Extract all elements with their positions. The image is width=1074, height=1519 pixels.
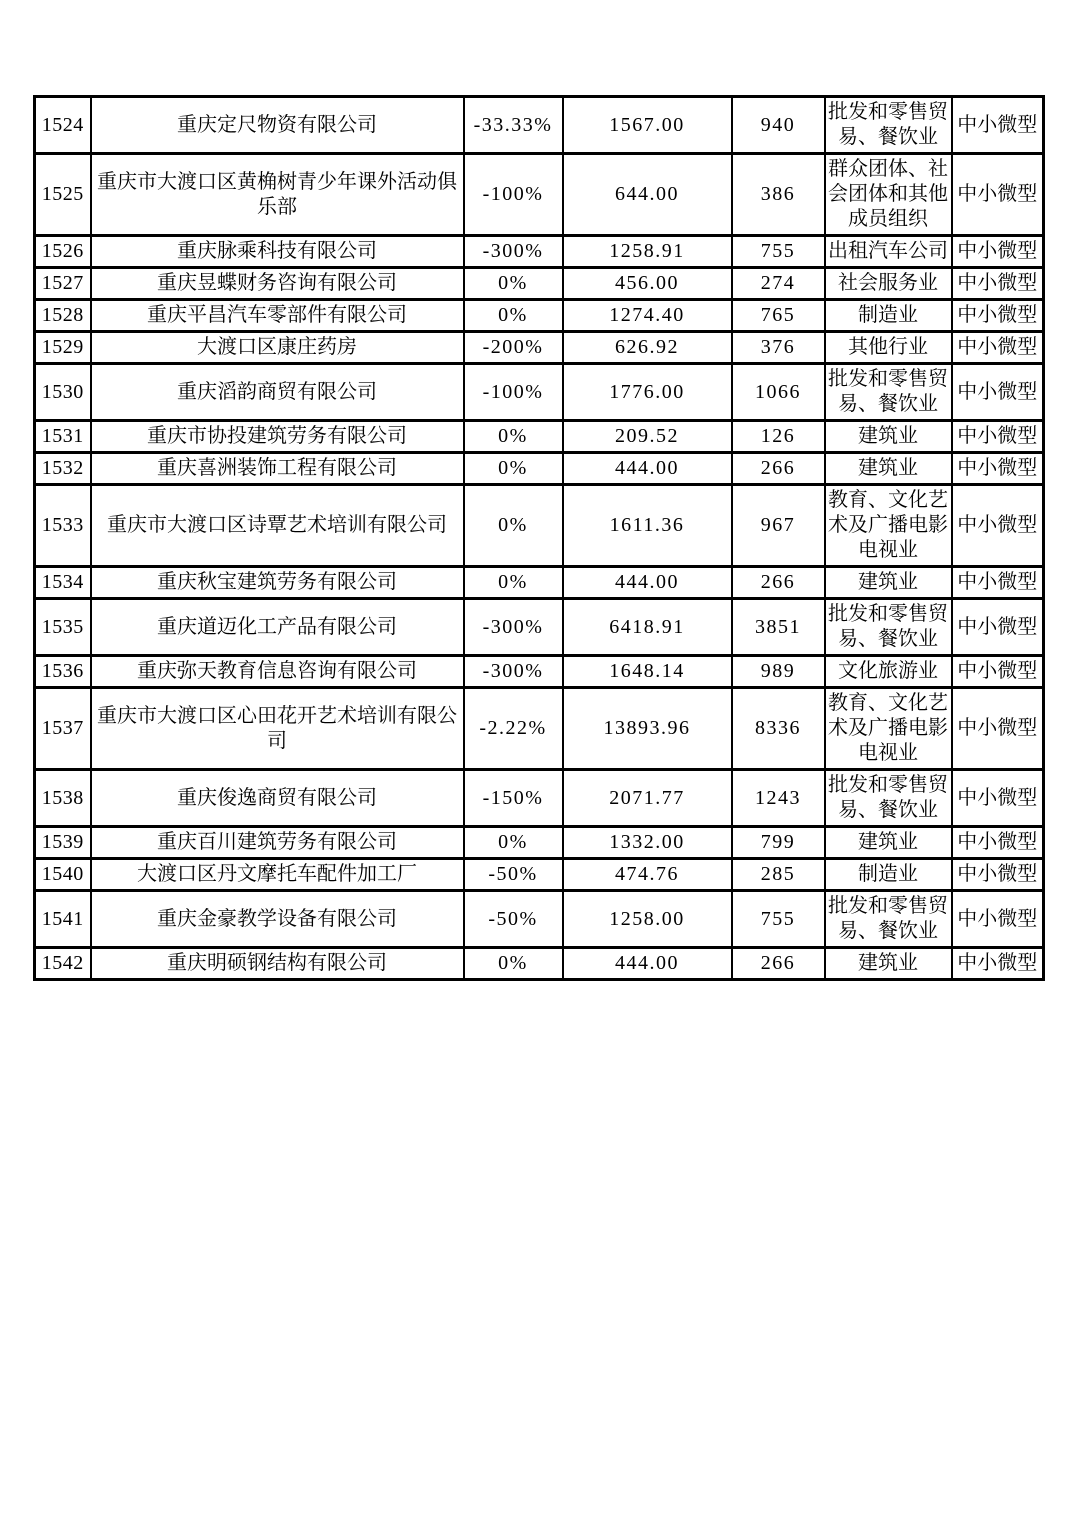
cell-name: 大渡口区丹文摩托车配件加工厂 (91, 859, 464, 891)
cell-name: 重庆喜洲装饰工程有限公司 (91, 453, 464, 485)
cell-industry: 出租汽车公司 (825, 236, 952, 268)
cell-industry: 教育、文化艺术及广播电影电视业 (825, 688, 952, 770)
cell-size: 中小微型 (952, 485, 1044, 567)
table-row (35, 154, 1044, 236)
cell-pct: -50% (464, 859, 563, 891)
cell-pct: -50% (464, 891, 563, 948)
cell-name: 重庆金豪教学设备有限公司 (91, 891, 464, 948)
cell-size: 中小微型 (952, 268, 1044, 300)
cell-industry: 制造业 (825, 300, 952, 332)
cell-size: 中小微型 (952, 154, 1044, 236)
cell-value: 2071.77 (563, 770, 732, 827)
table-row (35, 300, 1044, 332)
cell-size: 中小微型 (952, 453, 1044, 485)
cell-value: 456.00 (563, 268, 732, 300)
cell-id: 1525 (35, 154, 91, 236)
cell-pct: -150% (464, 770, 563, 827)
cell-count: 3851 (732, 599, 825, 656)
cell-name: 重庆市大渡口区心田花开艺术培训有限公司 (91, 688, 464, 770)
table-row (35, 453, 1044, 485)
cell-pct: 0% (464, 421, 563, 453)
cell-count: 266 (732, 948, 825, 980)
cell-name: 重庆滔韵商贸有限公司 (91, 364, 464, 421)
cell-size: 中小微型 (952, 364, 1044, 421)
cell-id: 1524 (35, 97, 91, 154)
cell-count: 386 (732, 154, 825, 236)
cell-size: 中小微型 (952, 948, 1044, 980)
cell-size: 中小微型 (952, 421, 1044, 453)
cell-id: 1533 (35, 485, 91, 567)
cell-value: 6418.91 (563, 599, 732, 656)
table-row (35, 567, 1044, 599)
cell-count: 1066 (732, 364, 825, 421)
cell-size: 中小微型 (952, 599, 1044, 656)
cell-name: 大渡口区康庄药房 (91, 332, 464, 364)
cell-name: 重庆脉乘科技有限公司 (91, 236, 464, 268)
cell-id: 1532 (35, 453, 91, 485)
cell-id: 1537 (35, 688, 91, 770)
cell-count: 755 (732, 891, 825, 948)
table-row (35, 97, 1044, 154)
cell-pct: -200% (464, 332, 563, 364)
cell-count: 8336 (732, 688, 825, 770)
cell-id: 1530 (35, 364, 91, 421)
cell-value: 1567.00 (563, 97, 732, 154)
cell-pct: -300% (464, 656, 563, 688)
cell-value: 1776.00 (563, 364, 732, 421)
table-row (35, 236, 1044, 268)
cell-size: 中小微型 (952, 236, 1044, 268)
cell-pct: -33.33% (464, 97, 563, 154)
table-row (35, 688, 1044, 770)
cell-industry: 批发和零售贸易、餐饮业 (825, 891, 952, 948)
cell-size: 中小微型 (952, 567, 1044, 599)
cell-value: 1611.36 (563, 485, 732, 567)
cell-value: 444.00 (563, 453, 732, 485)
cell-size: 中小微型 (952, 332, 1044, 364)
cell-count: 799 (732, 827, 825, 859)
cell-pct: 0% (464, 948, 563, 980)
cell-id: 1539 (35, 827, 91, 859)
cell-industry: 建筑业 (825, 453, 952, 485)
cell-pct: -2.22% (464, 688, 563, 770)
cell-pct: 0% (464, 453, 563, 485)
cell-pct: -100% (464, 364, 563, 421)
cell-size: 中小微型 (952, 688, 1044, 770)
cell-count: 755 (732, 236, 825, 268)
cell-name: 重庆俊逸商贸有限公司 (91, 770, 464, 827)
cell-count: 940 (732, 97, 825, 154)
cell-value: 13893.96 (563, 688, 732, 770)
cell-industry: 建筑业 (825, 567, 952, 599)
cell-value: 1648.14 (563, 656, 732, 688)
cell-value: 444.00 (563, 567, 732, 599)
cell-size: 中小微型 (952, 827, 1044, 859)
cell-name: 重庆弥天教育信息咨询有限公司 (91, 656, 464, 688)
cell-name: 重庆昱蝶财务咨询有限公司 (91, 268, 464, 300)
cell-id: 1538 (35, 770, 91, 827)
cell-id: 1542 (35, 948, 91, 980)
cell-value: 1332.00 (563, 827, 732, 859)
cell-id: 1527 (35, 268, 91, 300)
cell-industry: 制造业 (825, 859, 952, 891)
table-row (35, 332, 1044, 364)
table-row (35, 485, 1044, 567)
cell-id: 1540 (35, 859, 91, 891)
cell-name: 重庆秋宝建筑劳务有限公司 (91, 567, 464, 599)
cell-count: 285 (732, 859, 825, 891)
cell-id: 1534 (35, 567, 91, 599)
cell-id: 1529 (35, 332, 91, 364)
cell-industry: 建筑业 (825, 421, 952, 453)
cell-industry: 其他行业 (825, 332, 952, 364)
table-row (35, 364, 1044, 421)
table-row (35, 827, 1044, 859)
cell-count: 266 (732, 453, 825, 485)
cell-pct: 0% (464, 827, 563, 859)
cell-value: 644.00 (563, 154, 732, 236)
cell-id: 1526 (35, 236, 91, 268)
cell-count: 765 (732, 300, 825, 332)
cell-industry: 教育、文化艺术及广播电影电视业 (825, 485, 952, 567)
table-row (35, 599, 1044, 656)
cell-count: 989 (732, 656, 825, 688)
cell-pct: -300% (464, 236, 563, 268)
cell-pct: 0% (464, 268, 563, 300)
cell-id: 1528 (35, 300, 91, 332)
cell-value: 626.92 (563, 332, 732, 364)
cell-value: 444.00 (563, 948, 732, 980)
cell-count: 266 (732, 567, 825, 599)
cell-size: 中小微型 (952, 300, 1044, 332)
cell-id: 1541 (35, 891, 91, 948)
cell-industry: 文化旅游业 (825, 656, 952, 688)
table-row (35, 421, 1044, 453)
cell-industry: 批发和零售贸易、餐饮业 (825, 599, 952, 656)
cell-pct: -300% (464, 599, 563, 656)
table-row (35, 770, 1044, 827)
company-table-container (33, 95, 1045, 981)
table-row (35, 656, 1044, 688)
table-row (35, 891, 1044, 948)
cell-id: 1535 (35, 599, 91, 656)
cell-pct: -100% (464, 154, 563, 236)
cell-size: 中小微型 (952, 656, 1044, 688)
cell-pct: 0% (464, 300, 563, 332)
company-table-body (35, 97, 1044, 980)
cell-size: 中小微型 (952, 770, 1044, 827)
cell-name: 重庆市大渡口区诗覃艺术培训有限公司 (91, 485, 464, 567)
cell-pct: 0% (464, 485, 563, 567)
cell-name: 重庆市大渡口区黄桷树青少年课外活动俱乐部 (91, 154, 464, 236)
table-row (35, 948, 1044, 980)
cell-name: 重庆明硕钢结构有限公司 (91, 948, 464, 980)
cell-name: 重庆道迈化工产品有限公司 (91, 599, 464, 656)
cell-value: 1274.40 (563, 300, 732, 332)
cell-id: 1536 (35, 656, 91, 688)
cell-industry: 建筑业 (825, 948, 952, 980)
cell-value: 474.76 (563, 859, 732, 891)
cell-name: 重庆平昌汽车零部件有限公司 (91, 300, 464, 332)
cell-name: 重庆市协投建筑劳务有限公司 (91, 421, 464, 453)
cell-count: 1243 (732, 770, 825, 827)
cell-value: 209.52 (563, 421, 732, 453)
cell-name: 重庆百川建筑劳务有限公司 (91, 827, 464, 859)
cell-value: 1258.00 (563, 891, 732, 948)
cell-count: 126 (732, 421, 825, 453)
cell-name: 重庆定尺物资有限公司 (91, 97, 464, 154)
cell-pct: 0% (464, 567, 563, 599)
cell-value: 1258.91 (563, 236, 732, 268)
cell-count: 274 (732, 268, 825, 300)
table-row (35, 859, 1044, 891)
cell-industry: 批发和零售贸易、餐饮业 (825, 364, 952, 421)
cell-size: 中小微型 (952, 859, 1044, 891)
cell-id: 1531 (35, 421, 91, 453)
cell-industry: 批发和零售贸易、餐饮业 (825, 97, 952, 154)
cell-count: 967 (732, 485, 825, 567)
company-table (33, 95, 1045, 981)
cell-industry: 建筑业 (825, 827, 952, 859)
cell-industry: 批发和零售贸易、餐饮业 (825, 770, 952, 827)
cell-count: 376 (732, 332, 825, 364)
cell-size: 中小微型 (952, 97, 1044, 154)
table-row (35, 268, 1044, 300)
cell-industry: 社会服务业 (825, 268, 952, 300)
cell-size: 中小微型 (952, 891, 1044, 948)
cell-industry: 群众团体、社会团体和其他成员组织 (825, 154, 952, 236)
